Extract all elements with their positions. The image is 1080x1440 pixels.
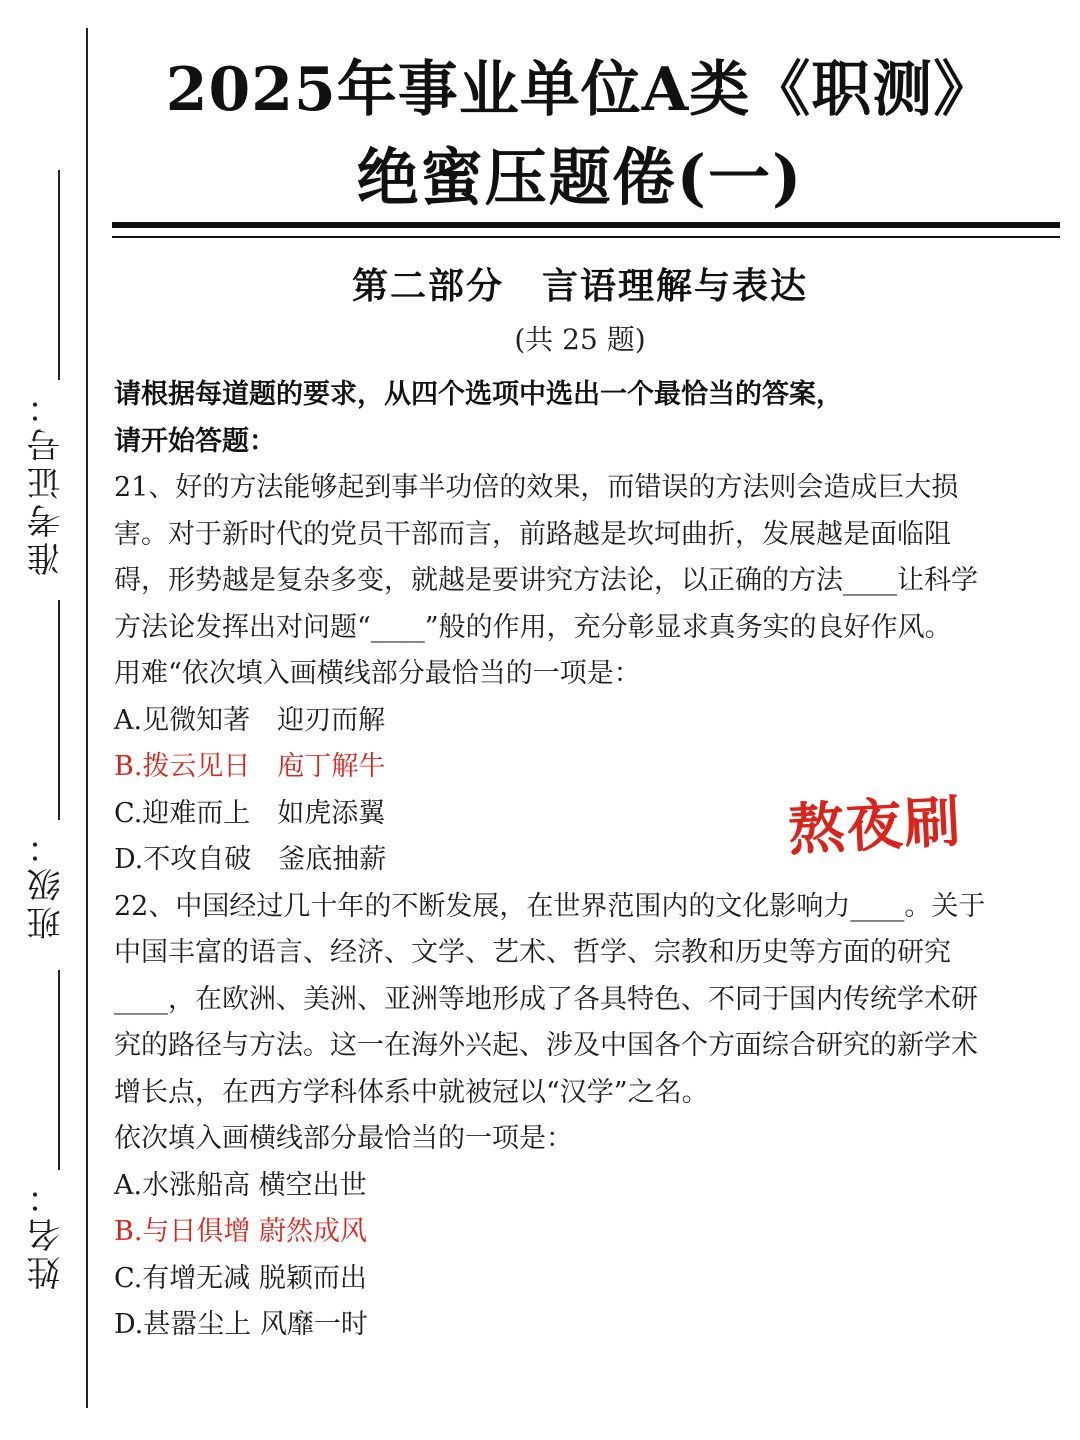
question-text-line: 方法论发挥出对问题“____”般的作用，充分彰显求真务实的良好作风。 [114, 611, 952, 643]
answer-option-c: C.迎难而上 如虎添翼 [114, 797, 386, 829]
section-question-count: (共 25 题) [514, 323, 646, 356]
section-title: 第二部分 言语理解与表达 [351, 265, 808, 307]
exam-id-label: 准考证号： [27, 386, 67, 576]
instructions-line-1: 请根据每道题的要求，从四个选项中选出一个最恰当的答案， [114, 379, 843, 410]
answer-option-b-correct: B.与日俱增 蔚然成风 [114, 1216, 368, 1247]
question-text-line: 中国丰富的语言、经济、文学、艺术、哲学、宗教和历史等方面的研究 [114, 937, 951, 968]
question-text-line: ____，在欧洲、美洲、亚洲等地形成了各具特色、不同于国内传统学术研 [114, 983, 978, 1015]
answer-option-d: D.甚嚣尘上 风靡一时 [114, 1309, 368, 1340]
stamp-text: 熬夜刷 [786, 788, 964, 864]
instructions-line-2: 请开始答题： [114, 425, 276, 457]
question-text-line: 碍，形势越是复杂多变，就越是要讲究方法论，以正确的方法____让科学 [114, 565, 978, 596]
answer-option-a: A.水涨船高 横空出世 [114, 1169, 367, 1201]
question-text-line: 依次填入画横线部分最恰当的一项是： [114, 1123, 573, 1154]
answer-option-b-correct: B.拨云见日 庖丁解牛 [114, 751, 386, 782]
answer-option-d: D.不攻自破 釜底抽薪 [114, 844, 387, 875]
class-label: 班级： [27, 826, 67, 940]
class-field [22, 600, 71, 940]
name-blank [58, 970, 60, 1170]
binding-margin-line [86, 28, 88, 1408]
question-text-line: 用难“依次填入画横线部分最恰当的一项是： [114, 658, 641, 689]
header-divider-thick [112, 222, 1060, 228]
header-divider-thin [112, 236, 1060, 238]
question-22 [114, 884, 1044, 1349]
question-text-line: 21、好的方法能够起到事半功倍的效果，而错误的方法则会造成巨大损 [114, 472, 959, 503]
exam-id-blank [58, 170, 60, 380]
question-text-line: 究的路径与方法。这一在海外兴起、涉及中国各个方面综合研究的新学术 [114, 1030, 978, 1061]
page-subtitle: 绝蜜压题倦(一) [356, 141, 804, 214]
answer-option-c: C.有增无减 脱颖而出 [114, 1262, 367, 1294]
exam-id-field [22, 170, 71, 576]
page-title: 2025年事业单位A类《职测》 [165, 55, 995, 125]
name-label: 姓名： [27, 1176, 67, 1290]
answer-option-a: A.见微知著 迎刃而解 [114, 704, 386, 736]
question-text-line: 22、中国经过几十年的不断发展，在世界范围内的文化影响力____。关于 [114, 890, 986, 922]
name-field [22, 970, 71, 1290]
question-text-line: 增长点，在西方学科体系中就被冠以“汉学”之名。 [114, 1076, 709, 1108]
class-blank [58, 600, 60, 820]
question-text-line: 害。对于新时代的党员干部而言，前路越是坎坷曲折，发展越是面临阻 [114, 518, 951, 550]
